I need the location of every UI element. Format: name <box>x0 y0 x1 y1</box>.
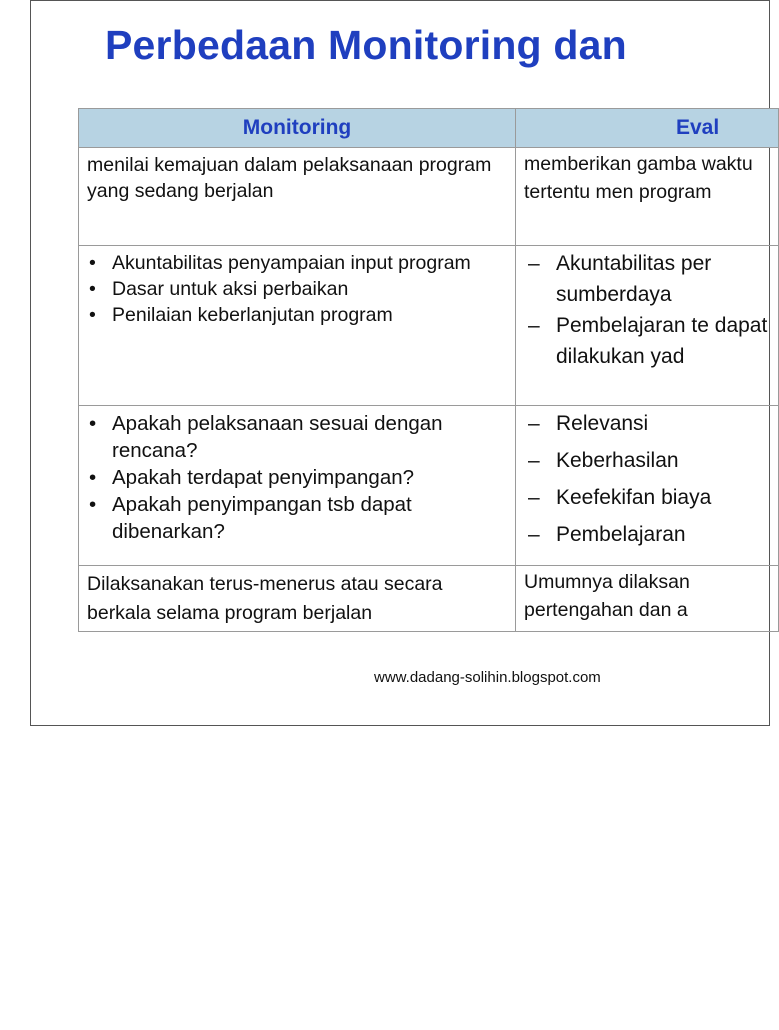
list-item: – Pembelajaran <box>524 519 772 550</box>
list-item: • Dasar untuk aksi perbaikan <box>87 276 509 302</box>
list-item: – Akuntabilitas per sumberdaya <box>524 248 772 310</box>
list-item: – Relevansi <box>524 408 772 439</box>
comparison-table <box>78 108 779 632</box>
monitoring-cell: Dilaksanakan terus-menerus atau secara berkala selama program berjalan <box>79 566 516 632</box>
slide-title: Perbedaan Monitoring dan <box>105 22 627 68</box>
table-row <box>79 246 779 406</box>
table-header-row <box>79 109 779 148</box>
list-item: • Penilaian keberlanjutan program <box>87 302 509 328</box>
list-item: • Apakah penyimpangan tsb dapat dibenarkan? <box>87 491 509 545</box>
table-row <box>79 406 779 566</box>
monitoring-cell <box>79 406 516 566</box>
table-row <box>79 566 779 632</box>
list-item: • Apakah pelaksanaan sesuai dengan rencana? <box>87 410 509 464</box>
list-item: – Keberhasilan <box>524 445 772 476</box>
list-item: • Akuntabilitas penyampaian input program <box>87 250 509 276</box>
header-evaluasi: Eval <box>516 109 779 148</box>
monitoring-cell <box>79 246 516 406</box>
list-item: – Pembelajaran te dapat dilakukan yad <box>524 310 772 372</box>
list-item: • Apakah terdapat penyimpangan? <box>87 464 509 491</box>
evaluasi-cell: Umumnya dilaksan pertengahan dan a <box>516 566 779 632</box>
monitoring-cell: menilai kemajuan dalam pelaksanaan program yang sedang berjalan <box>79 148 516 246</box>
footer-url: www.dadang-solihin.blogspot.com <box>374 669 601 686</box>
list-item: – Keefekifan biaya <box>524 482 772 513</box>
evaluasi-cell <box>516 246 779 406</box>
table-row <box>79 148 779 246</box>
header-monitoring: Monitoring <box>79 109 516 148</box>
evaluasi-cell: memberikan gamba waktu tertentu men program <box>516 148 779 246</box>
evaluasi-cell <box>516 406 779 566</box>
